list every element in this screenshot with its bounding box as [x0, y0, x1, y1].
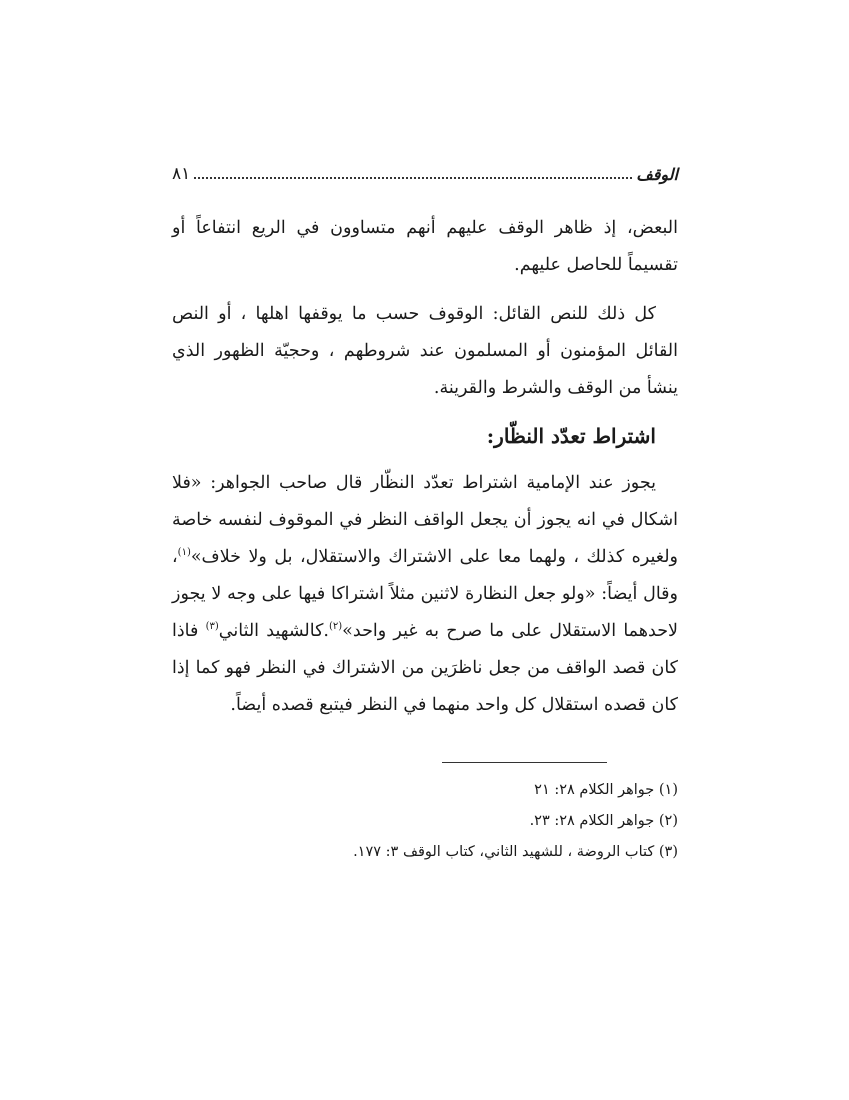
footnote-ref-3[interactable]: (٣): [205, 621, 219, 633]
paragraph-3-part-4: فاذا كان قصد الواقف من جعل ناظرَين من الاشتراك في النظر فهو كما إذا كان قصده استقلال كل واحد منهما في النظر فيتبع قصده أيضاً.: [172, 621, 678, 715]
page-number: ٨١: [172, 164, 191, 184]
running-header: [172, 158, 678, 184]
footnote-3: (٣) كتاب الروضة ، للشهيد الثاني، كتاب الوقف ٣: ١٧٧.: [353, 844, 678, 860]
paragraph-3: [172, 465, 678, 724]
footnote-2: (٢) جواهر الكلام ٢٨: ٢٣.: [529, 813, 678, 829]
header-dot-leader: [194, 177, 632, 179]
paragraph-3-part-1: يجوز عند الإمامية اشتراط تعدّد النظّار قال صاحب الجواهر: «فلا اشكال في انه يجوز أن يجعل الواقف النظر في الموقوف لنفسه خاصة ولغيره كذلك ، ولهما معا على الاشتراك والاستقلال، بل ولا خلاف»: [172, 473, 678, 567]
footnote-ref-2[interactable]: (٢): [328, 621, 343, 633]
footnote-separator: [442, 762, 607, 763]
footnote-1: (١) جواهر الكلام ٢٨: ٢١: [534, 782, 678, 798]
footnote-ref-1[interactable]: (١): [177, 547, 191, 559]
section-heading: اشتراط تعدّد النظّار:: [486, 424, 656, 448]
paragraph-gap: [172, 284, 678, 296]
paragraph-3-part-3: .كالشهيد الثاني: [218, 621, 329, 641]
main-text: [172, 210, 678, 724]
paragraph-2: كل ذلك للنص القائل: الوقوف حسب ما يوقفها اهلها ، أو النص القائل المؤمنون أو المسلمون عند شروطهم ، وحجيّة الظهور الذي ينشأ من الوقف والشرط والقرينة.: [172, 304, 678, 398]
chapter-title: الوقف: [636, 165, 678, 184]
paragraph-1: البعض، إذ ظاهر الوقف عليهم أنهم متساوون في الريع انتفاعاً أو تقسيماً للحاصل عليهم.: [172, 218, 678, 275]
footnotes: [172, 775, 678, 868]
paragraph-3-part-2: ، وقال أيضاً: «ولو جعل النظارة لاثنين مثلاً اشتراكا فيها على وجه لا يجوز لاحدهما الاستقلال على ما صرح به غير واحد»: [172, 547, 678, 641]
